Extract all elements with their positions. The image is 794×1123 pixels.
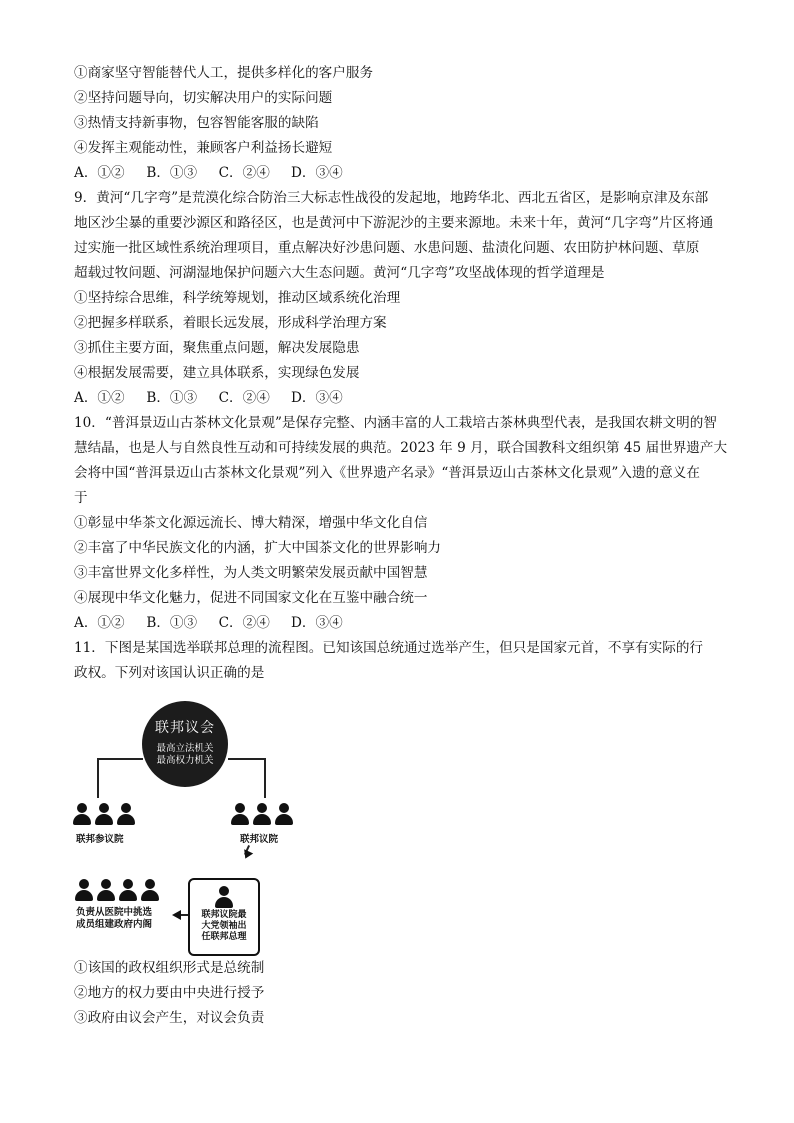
connector-right-h <box>228 758 266 760</box>
q10-choice-d[interactable]: D．③④ <box>290 615 343 631</box>
cabinet-label-line-2: 成员组建政府内阁 <box>76 919 153 930</box>
connector-left-v <box>97 758 99 798</box>
q10-option-4: ④展现中华文化魅力，促进不同国家文化在互鉴中融合统一 <box>74 590 428 606</box>
q8-choice-d[interactable]: D．③④ <box>290 165 343 181</box>
q9-option-3: ③抓住主要方面，聚焦重点问题，解决发展隐患 <box>74 340 360 356</box>
q9-choice-b[interactable]: B．①③ <box>146 390 198 406</box>
cabinet-label <box>76 907 152 931</box>
chancellor-text-line-2: 大党领袖出 <box>201 921 247 931</box>
q9-stem-line-2: 地区沙尘暴的重要沙源区和路径区，也是黄河中下游泥沙的主要来源地。未来十年，黄河“几字弯”片区将通 <box>74 215 714 231</box>
arrow-left-shaft <box>180 914 188 916</box>
upper-house-people-icon <box>72 803 136 825</box>
connector-right-v <box>264 758 266 798</box>
q10-choice-a[interactable]: A．①② <box>74 615 125 631</box>
cabinet-people-icon <box>74 879 160 901</box>
arrow-down-icon <box>241 849 253 860</box>
chancellor-person-icon <box>214 886 234 908</box>
q10-stem-line-2: 慧结晶，也是人与自然良性互动和可持续发展的典范。2023 年 9 月，联合国教科文组织第 45 届世界遗产大 <box>74 440 728 456</box>
cabinet-label-line-1: 负责从医院中挑选 <box>76 907 153 918</box>
chancellor-box <box>188 878 260 956</box>
q11-option-1: ①该国的政权组织形式是总统制 <box>74 960 265 976</box>
election-flow-diagram <box>60 695 320 955</box>
q8-option-2: ②坚持问题导向，切实解决用户的实际问题 <box>74 90 333 106</box>
q9-answer-choices <box>74 389 343 407</box>
q10-answer-choices <box>74 614 343 632</box>
q10-choice-b[interactable]: B．①③ <box>146 615 198 631</box>
federal-assembly-title: 联邦议会 <box>155 720 215 736</box>
q9-stem-line-4: 超载过牧问题、河湖湿地保护问题六大生态问题。黄河“几字弯”攻坚战体现的哲学道理是 <box>74 265 605 281</box>
q11-stem-line-2: 政权。下列对该国认识正确的是 <box>74 665 265 681</box>
chancellor-text <box>190 910 258 943</box>
q8-choice-b[interactable]: B．①③ <box>146 165 198 181</box>
q8-option-4: ④发挥主观能动性，兼顾客户利益扬长避短 <box>74 140 333 156</box>
q10-option-3: ③丰富世界文化多样性，为人类文明繁荣发展贡献中国智慧 <box>74 565 428 581</box>
q11-option-2: ②地方的权力要由中央进行授予 <box>74 985 265 1001</box>
q9-stem-line-3: 过实施一批区域性系统治理项目，重点解决好沙患问题、水患问题、盐渍化问题、农田防护林问题、草原 <box>74 240 700 256</box>
federal-assembly-circle <box>142 701 228 787</box>
q11-option-3: ③政府由议会产生，对议会负责 <box>74 1010 265 1026</box>
chancellor-text-line-3: 任联邦总理 <box>201 932 247 942</box>
chancellor-text-line-1: 联邦议院最 <box>201 910 247 920</box>
q10-option-2: ②丰富了中华民族文化的内涵，扩大中国茶文化的世界影响力 <box>74 540 442 556</box>
q9-choice-a[interactable]: A．①② <box>74 390 125 406</box>
q11-stem-line-1: 11．下图是某国选举联邦总理的流程图。已知该国总统通过选举产生，但只是国家元首，不享有实际的行 <box>74 640 704 656</box>
q8-choice-a[interactable]: A．①② <box>74 165 125 181</box>
q9-choice-c[interactable]: C．②④ <box>218 390 270 406</box>
arrow-left-icon <box>172 910 181 920</box>
q8-option-1: ①商家坚守智能替代人工，提供多样化的客户服务 <box>74 65 374 81</box>
q9-choice-d[interactable]: D．③④ <box>290 390 343 406</box>
q10-choice-c[interactable]: C．②④ <box>218 615 270 631</box>
q9-option-2: ②把握多样联系，着眼长远发展，形成科学治理方案 <box>74 315 387 331</box>
q8-option-3: ③热情支持新事物，包容智能客服的缺陷 <box>74 115 319 131</box>
lower-house-people-icon <box>230 803 294 825</box>
q9-option-4: ④根据发展需要，建立具体联系，实现绿色发展 <box>74 365 360 381</box>
q8-choice-c[interactable]: C．②④ <box>218 165 270 181</box>
upper-house-label: 联邦参议院 <box>76 834 124 845</box>
federal-assembly-subtitle-2: 最高权力机关 <box>156 755 214 766</box>
lower-house-label: 联邦议院 <box>240 834 279 845</box>
q10-stem-line-4: 于 <box>74 490 88 506</box>
q9-option-1: ①坚持综合思维，科学统筹规划，推动区域系统化治理 <box>74 290 401 306</box>
q10-option-1: ①彰显中华茶文化源远流长、博大精深，增强中华文化自信 <box>74 515 428 531</box>
connector-left-h <box>97 758 143 760</box>
federal-assembly-subtitle-1: 最高立法机关 <box>156 743 214 754</box>
q8-answer-choices <box>74 164 343 182</box>
q10-stem-line-3: 会将中国“普洱景迈山古茶林文化景观”列入《世界遗产名录》“普洱景迈山古茶林文化景观”入遗的意义在 <box>74 465 700 481</box>
q9-stem-line-1: 9．黄河“几字弯”是荒漠化综合防治三大标志性战役的发起地，地跨华北、西北五省区，是影响京津及东部 <box>74 190 709 206</box>
q10-stem-line-1: 10．“普洱景迈山古茶林文化景观”是保存完整、内涵丰富的人工栽培古茶林典型代表，是我国农耕文明的智 <box>74 415 717 431</box>
